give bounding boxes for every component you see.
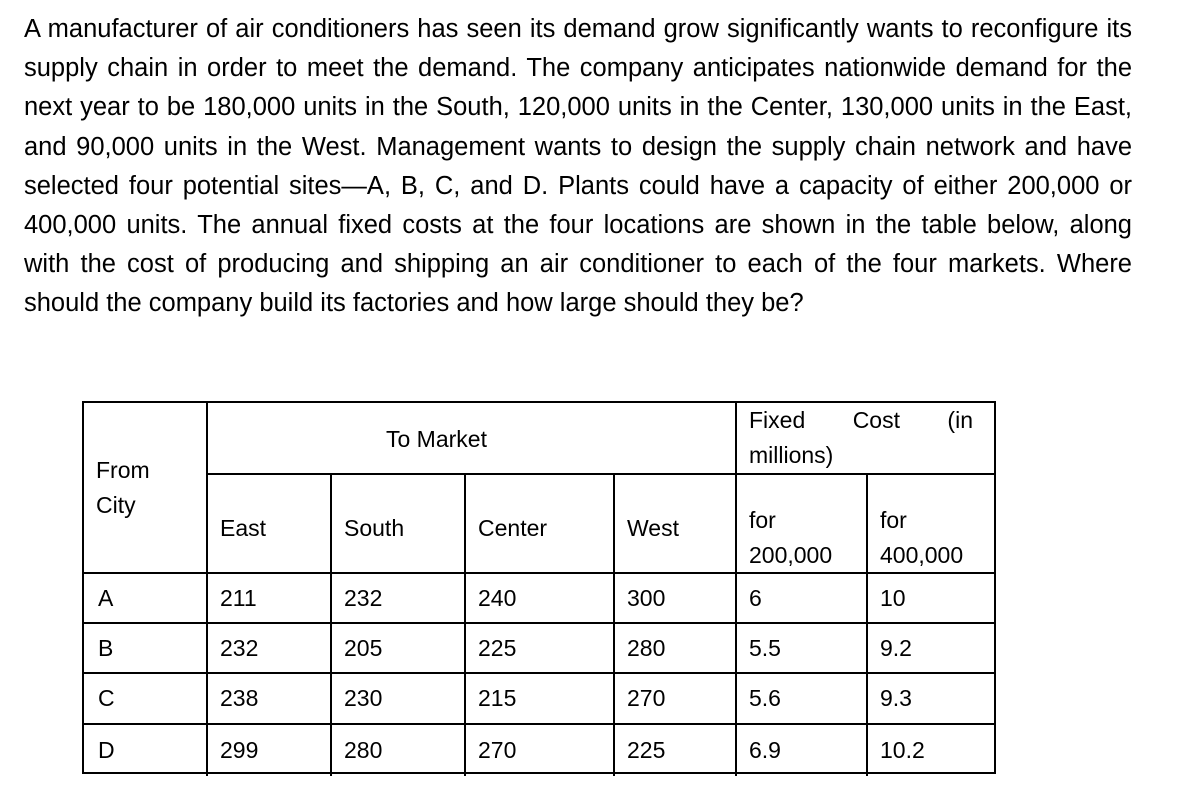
cell-d-fixed-400k: 10.2 (880, 737, 925, 763)
cell-d-south: 280 (332, 725, 466, 776)
header-fixed-cost (737, 403, 996, 475)
header-center: Center (466, 475, 615, 574)
cost-table (82, 401, 996, 774)
fixed-word-2: Cost (852, 407, 900, 433)
cell-d-west: 225 (615, 725, 737, 776)
cell-b-center: 225 (466, 624, 615, 674)
fixed-word-3: (in (947, 407, 973, 433)
fixed-word-1: Fixed (749, 407, 806, 433)
header-fixed-200k: for 200,000 (737, 475, 868, 574)
header-south: South (332, 475, 466, 574)
cell-d-center: 270 (466, 725, 615, 776)
cell-b-fixed-200k: 5.5 (737, 624, 868, 674)
cell-c-south: 230 (332, 674, 466, 725)
cell-d-fixed-200k: 6.9 (737, 725, 868, 776)
cell-a-south: 232 (332, 574, 466, 624)
header-to-market: To Market (208, 403, 737, 475)
cell-c-west: 270 (615, 674, 737, 725)
header-from-city (84, 403, 208, 574)
cell-b-fixed-400k: 9.2 (868, 624, 996, 674)
row-city-b: B (84, 624, 208, 674)
cell-a-west: 300 (615, 574, 737, 624)
cell-b-south: 205 (332, 624, 466, 674)
header-from: From (96, 457, 150, 483)
row-city-a: A (84, 574, 208, 624)
cell-c-fixed-200k: 5.6 (737, 674, 868, 725)
cell-a-fixed-400k: 10 (868, 574, 996, 624)
header-city: City (96, 492, 136, 518)
cell-b-east: 232 (208, 624, 332, 674)
cell-b-west: 280 (615, 624, 737, 674)
cell-a-east: 211 (208, 574, 332, 624)
cell-c-fixed-400k: 9.3 (868, 674, 996, 725)
cell-c-east: 238 (208, 674, 332, 725)
cell-c-center: 215 (466, 674, 615, 725)
header-west: West (615, 475, 737, 574)
fixed-cost-line2: millions) (749, 442, 834, 468)
header-fixed-400k: for 400,000 (868, 475, 996, 574)
cell-d-east: 299 (208, 725, 332, 776)
cell-a-fixed-200k: 6 (737, 574, 868, 624)
problem-statement: A manufacturer of air conditioners has seen its demand grow significantly wants to reconfigure its supply chain in order to meet the demand. The company anticipates nationwide demand for the next year to be 180,000 units in the South, 120,000 units in the Center, 130,000 units in the East, and 90,000 units in the West. Management wants to design the supply chain network and have selected four potential sites—A, B, C, and D. Plants could have a capacity of either 200,000 or 400,000 units. The annual fixed costs at the four locations are shown in the table below, along with the cost of producing and shipping an air conditioner to each of the four markets. Where should the company build its factories and how large should they be? (24, 15, 1132, 318)
row-city-d: D (84, 725, 208, 776)
row-city-c: C (84, 674, 208, 725)
header-east: East (208, 475, 332, 574)
cell-a-center: 240 (466, 574, 615, 624)
